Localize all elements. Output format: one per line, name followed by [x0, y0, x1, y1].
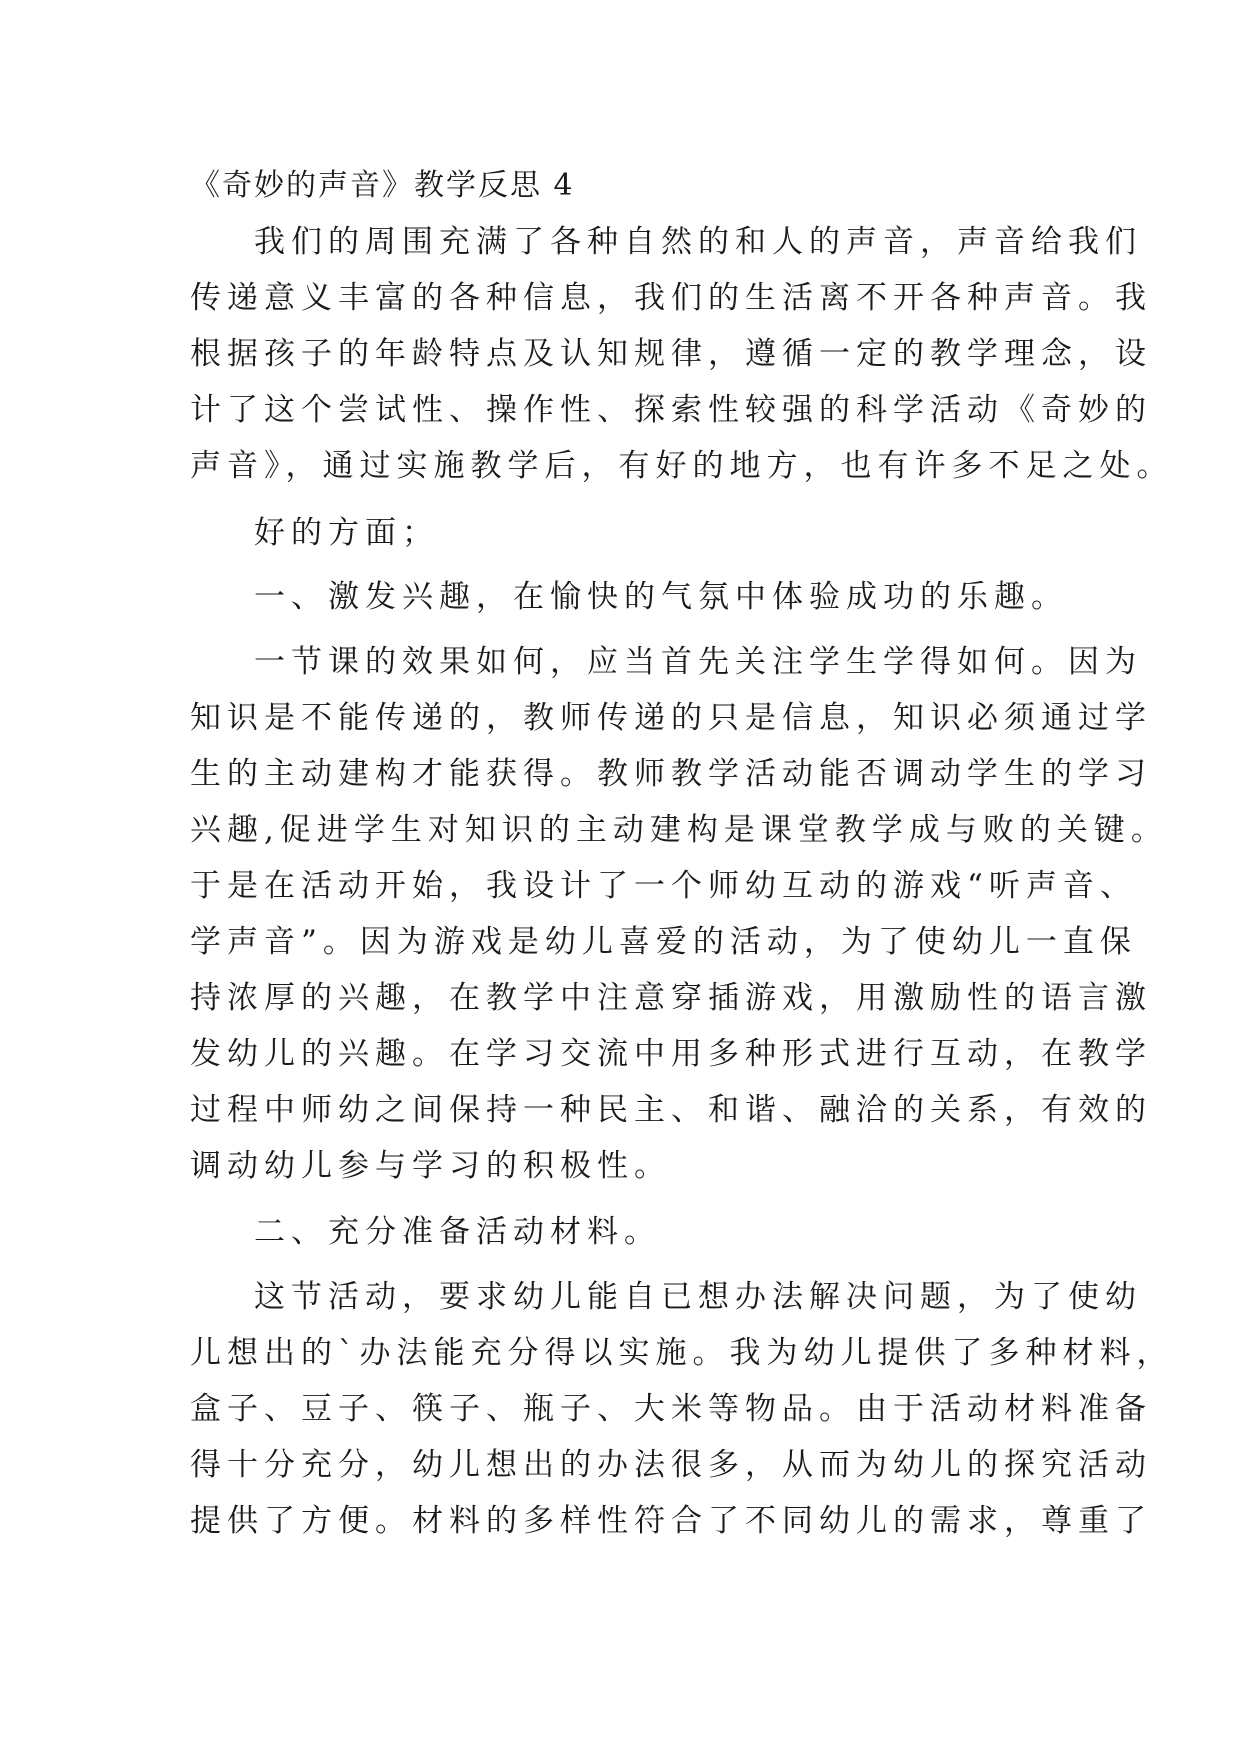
text-line: 过程中师幼之间保持一种民主、和谐、融洽的关系，有效的: [190, 1092, 1152, 1128]
section-heading: 一、激发兴趣，在愉快的气氛中体验成功的乐趣。: [254, 579, 1068, 615]
text-line: 于是在活动开始，我设计了一个师幼互动的游戏“听声音、: [190, 868, 1137, 904]
text-line: 学声音”。因为游戏是幼儿喜爱的活动，为了使幼儿一直保: [190, 924, 1137, 960]
text-line: 好的方面；: [254, 515, 439, 551]
text-line: 根据孩子的年龄特点及认知规律，遵循一定的教学理念，设: [190, 336, 1152, 372]
text-line: 持浓厚的兴趣，在教学中注意穿插游戏，用激励性的语言激: [190, 980, 1152, 1016]
text-line: 这节活动，要求幼儿能自已想办法解决问题，为了使幼: [254, 1279, 1142, 1315]
text-line: 生的主动建构才能获得。教师教学活动能否调动学生的学习: [190, 756, 1152, 792]
text-line: 得十分充分，幼儿想出的办法很多，从而为幼儿的探究活动: [190, 1447, 1152, 1483]
text-line: 调动幼儿参与学习的积极性。: [190, 1148, 671, 1184]
text-line: 儿想出的`办法能充分得以实施。我为幼儿提供了多种材料，: [190, 1335, 1174, 1371]
text-line: 计了这个尝试性、操作性、探索性较强的科学活动《奇妙的: [190, 392, 1152, 428]
text-line: 知识是不能传递的，教师传递的只是信息，知识必须通过学: [190, 700, 1152, 736]
document-title: 《奇妙的声音》教学反思 4: [190, 168, 575, 203]
section-heading: 二、充分准备活动材料。: [254, 1214, 661, 1250]
text-line: 提供了方便。材料的多样性符合了不同幼儿的需求，尊重了: [190, 1503, 1152, 1539]
text-line: 传递意义丰富的各种信息，我们的生活离不开各种声音。我: [190, 280, 1152, 316]
text-line: 声音》，通过实施教学后，有好的地方，也有许多不足之处。: [190, 448, 1174, 484]
text-line: 兴趣,促进学生对知识的主动建构是课堂教学成与败的关键。: [190, 812, 1168, 848]
text-line: 盒子、豆子、筷子、瓶子、大米等物品。由于活动材料准备: [190, 1391, 1152, 1427]
text-line: 我们的周围充满了各种自然的和人的声音，声音给我们: [254, 224, 1142, 260]
text-line: 发幼儿的兴趣。在学习交流中用多种形式进行互动，在教学: [190, 1036, 1152, 1072]
text-line: 一节课的效果如何，应当首先关注学生学得如何。因为: [254, 644, 1142, 680]
